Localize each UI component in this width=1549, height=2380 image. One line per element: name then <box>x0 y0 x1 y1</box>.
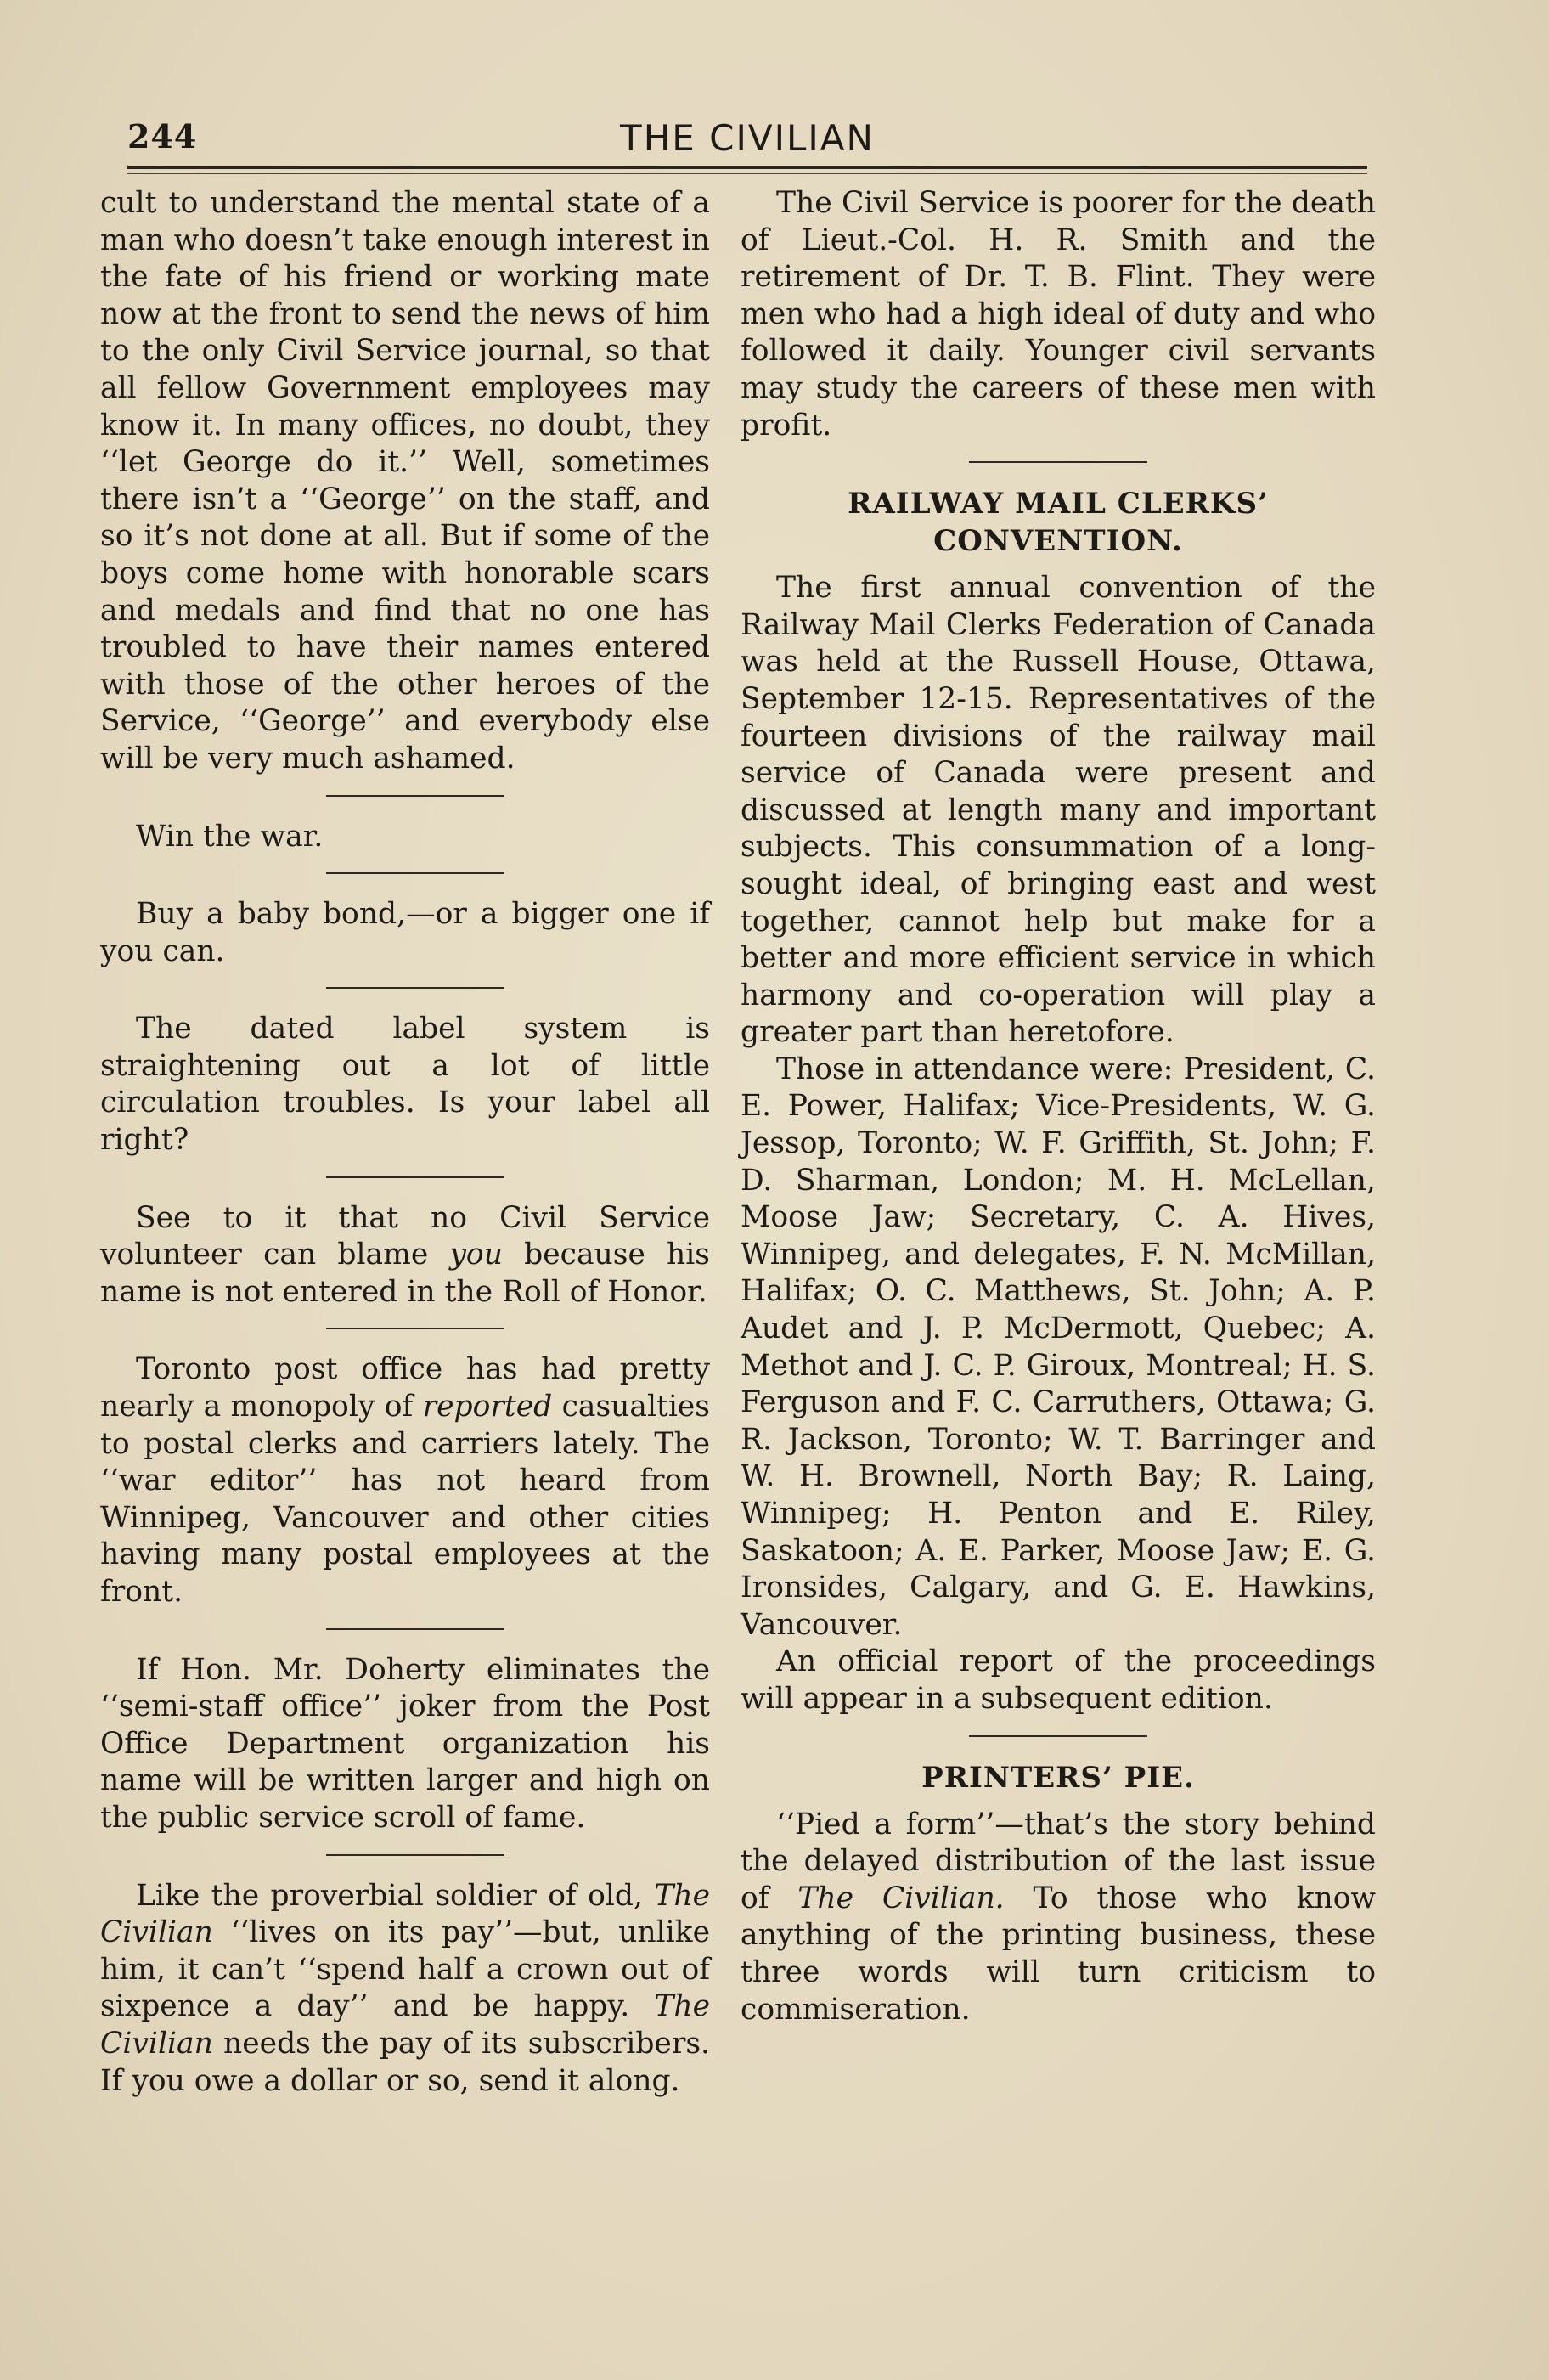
article-heading-railway-mail: RAILWAY MAIL CLERKS’ CONVENTION. <box>848 487 1269 559</box>
text-run: Toronto post office has had pretty nearly a monopoly of <box>100 1352 710 1424</box>
paragraph-doherty: If Hon. Mr. Doherty eliminates the ‘‘semi-staff office’’ joker from the Post Office Department organization his name will be written larger and high on the public service scroll of fame. <box>100 1652 710 1835</box>
section-divider <box>326 795 504 797</box>
section-divider <box>326 872 504 874</box>
emphasis-text: you <box>449 1238 503 1272</box>
running-title: THE CIVILIAN <box>620 117 875 159</box>
text-run: ‘‘lives on its pay’’—but, unlike him, it can’t ‘‘spend half a crown out of sixpence a day’’ and be happy. <box>100 1915 711 2024</box>
header-rule <box>127 166 1367 169</box>
section-divider <box>969 461 1147 463</box>
paragraph-civil-service-poorer: The Civil Service is poorer for the death of Lieut.-Col. H. R. Smith and the retirement of Dr. T. B. Flint. They were men who had a high ideal of duty and who followed it daily. Younger civil servants may study the careers of these men with profit. <box>741 186 1376 443</box>
text-run: needs the pay of its subscribers. If you owe a dollar or so, send it along. <box>100 2026 710 2098</box>
text-run: To those who know anything of the printing business, these three words will turn criticism to commiseration. <box>741 1881 1377 2027</box>
text-run: because his name is not entered in the Roll of Honor. <box>100 1238 711 1309</box>
article-heading-printers-pie: PRINTERS’ PIE. <box>921 1760 1195 1795</box>
section-divider <box>326 1628 504 1630</box>
text-run: Like the proverbial soldier of old, <box>136 1878 643 1913</box>
paragraph-roll-of-honor <box>100 1200 710 1311</box>
section-divider <box>969 1735 1147 1737</box>
paragraph-win-the-war: Win the war. <box>136 819 324 854</box>
paragraph-dated-label: The dated label system is straightening out a lot of little circulation troubles. Is your label all right? <box>100 1012 710 1158</box>
text-run: ‘‘Pied a form’’—that’s the story behind the delayed distribution of the last issue of <box>741 1807 1376 1915</box>
text-run: casualties to postal clerks and carriers lately. The ‘‘war editor’’ has not heard from Winnipeg, Vancouver and other cities having many postal employees at the front. <box>100 1390 711 1609</box>
text-run: See to it that no Civil Service volunteer can blame <box>100 1200 710 1272</box>
paragraph-proverbial-soldier <box>100 1878 710 2101</box>
section-divider <box>326 1328 504 1329</box>
section-divider <box>326 987 504 989</box>
paragraph-attendance: Those in attendance were: President, C. E. Power, Halifax; Vice-Presidents, W. G. Jessop, Toronto; W. F. Griffith, St. John; F. D. Sharman, London; M. H. McLellan, Moose Jaw; Secretary, C. A. Hives, Winnipeg, and delegates, F. N. McMillan, Halifax; O. C. Matthews, St. John; A. P. Audet and J. P. McDermott, Quebec; A. Methot and J. C. P. Giroux, Montreal; H. S. Ferguson and F. C. Carruthers, Ottawa; G. R. Jackson, Toronto; W. T. Barringer and W. H. Brownell, North Bay; R. Laing, Winnipeg; H. Penton and E. Riley, Saskatoon; A. E. Parker, Moose Jaw; E. G. Ironsides, Calgary, and G. E. Hawkins, Vancouver. <box>741 1052 1376 1642</box>
page-number: 244 <box>127 117 198 155</box>
paragraph-official-report: An official report of the proceedings will appear in a subsequent edition. <box>741 1644 1376 1716</box>
paragraph-toronto-post-office <box>100 1351 710 1610</box>
paragraph-first-annual-convention: The first annual convention of the Railway Mail Clerks Federation of Canada was held at the Russell House, Ottawa, September 12-15. Representatives of the fourteen divisions of the railway mail service of Canada were present and discussed at length many and important subjects. This consummation of a long-sought ideal, of bringing east and west together, cannot help but make for a better and more efficient service in which harmony and co-operation will play a greater part than heretofore. <box>741 571 1376 1050</box>
emphasis-text: The Civilian <box>100 1989 710 2061</box>
paragraph-pied-a-form <box>741 1807 1376 2029</box>
section-divider <box>326 1176 504 1178</box>
paragraph-baby-bond: Buy a baby bond,—or a bigger one if you can. <box>100 897 710 968</box>
section-divider <box>326 1854 504 1856</box>
left-column <box>100 185 710 2100</box>
paragraph-continued: cult to understand the mental state of a man who doesn’t take enough interest in the fate of his friend or working mate now at the front to send the news of him to the only Civil Service journal, so that all fellow Government employees may know it. In many offices, no doubt, they ‘‘let George do it.’’ Well, sometimes there isn’t a ‘‘George’’ on the staff, and so it’s not done at all. But if some of the boys come home with honorable scars and medals and find that no one has troubled to have their names entered with those of the other heroes of the Service, ‘‘George’’ and everybody else will be very much ashamed. <box>100 186 710 775</box>
right-column <box>741 185 1376 2028</box>
header-rule-thin <box>127 173 1367 174</box>
page-header <box>127 110 1367 161</box>
emphasis-text: reported <box>422 1390 553 1424</box>
emphasis-text: The Civilian. <box>797 1881 1005 1915</box>
emphasis-text: The Civilian <box>100 1878 710 1950</box>
